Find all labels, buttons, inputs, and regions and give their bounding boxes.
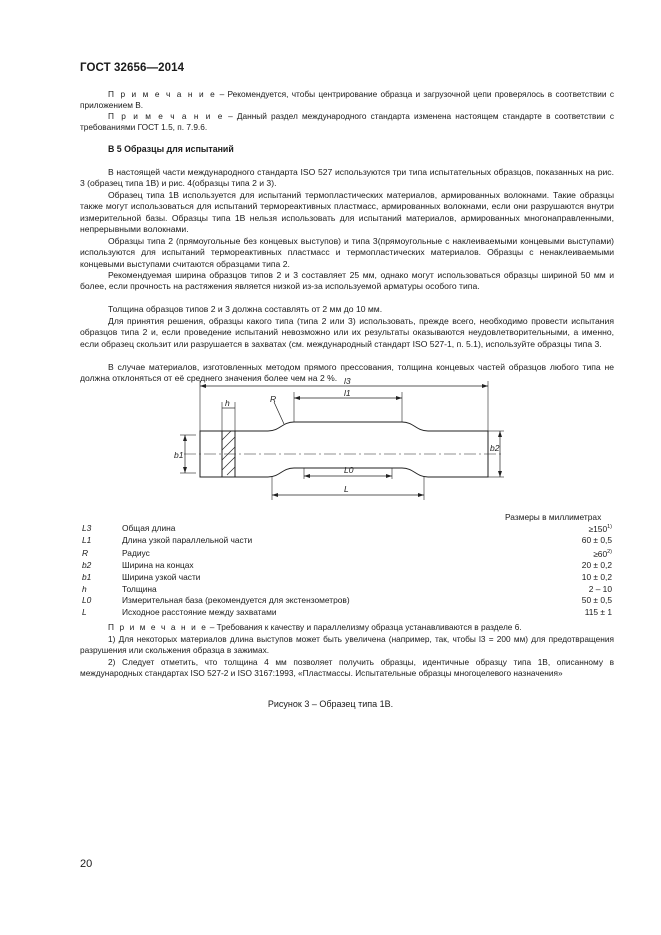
note-section-change [80,111,614,133]
dimension-symbol: b1 [82,571,92,582]
dimension-symbol: R [82,547,89,558]
dimension-row [82,584,612,596]
paragraph-7: В случае материалов, изготовленных методом прямого прессования, толщина концевых частей образцов любого типа не должна отклоняться от её среднего значения более чем на 2 %. [80,362,614,384]
footnote-1: 1) Для некоторых материалов длина выступов может быть увеличена (например, так, чтобы l3 = 200 мм) для предотвращения разрушения или скольжения образца в зажимах. [80,634,614,655]
footnote-marker: 1) [607,524,612,530]
dimension-value-cell [502,535,612,547]
dimension-symbol: L1 [82,535,92,546]
footnote-2: 2) Следует отметить, что толщина 4 мм позволяет получить образцы, идентичные образцу типа 1В, описанному в международных стандартах ISO 527-2 и ISO 3167:1993, «Пластмассы. Испытательные образцы многоцелевого назначения» [80,657,614,678]
paragraph-1: В настоящей части международного стандарта ISO 527 используются три типа испытательных образцов, показанных на рис. 3 (образец типа 1В) и рис. 4(образцы типа 2 и 3). [80,167,614,189]
paragraph-4: Рекомендуемая ширина образцов типов 2 и 3 составляет 25 мм, однако могут использоваться образцы шириной 50 мм и более, если прочность на растяжения является низкой из-за используемой арматуры особого типа. [80,270,614,292]
dimensions-table [82,522,612,618]
section-heading: В 5 Образцы для испытаний [108,144,234,154]
dimension-description: Толщина [122,583,157,594]
dimensions-units: Размеры в миллиметрах [505,512,602,522]
dimension-value: 115 ± 1 [584,606,612,617]
specimen-drawing [176,376,506,504]
dimension-value-cell [502,547,612,560]
label-L: L [344,484,349,494]
dimension-value: 20 ± 0,2 [581,560,612,571]
dimension-symbol: L0 [82,595,92,606]
dimension-value: ≥150 [588,523,608,534]
dimension-value-cell [502,522,612,535]
dimension-value: 10 ± 0,2 [581,571,612,582]
dimension-description: Радиус [122,547,150,558]
label-l3: l3 [344,376,351,386]
label-h: h [225,398,230,408]
dimension-row [82,522,612,535]
dimension-value-cell [502,584,612,596]
label-l0: L0 [344,465,354,475]
dimension-description: Исходное расстояние между захватами [122,606,277,617]
note-text: – Рекомендуется, чтобы центрирование образца и загрузочной цепи проверялось в соответствии с приложением В. [80,89,614,110]
dimension-row [82,572,612,584]
dimension-row [82,560,612,572]
paragraph-5: Толщина образцов типов 2 и 3 должна составлять от 2 мм до 10 мм. [108,304,383,314]
radius-leader [274,402,284,424]
dimension-value: 50 ± 0,5 [581,595,612,606]
dimension-symbol: L [82,606,87,617]
note-text: – Данный раздел международного стандарта изменена настоящем стандарте в соответствии с требованиями ГОСТ 1.5, п. 7.9.6. [80,111,614,132]
paragraph-3: Образцы типа 2 (прямоугольные без концевых выступов) и типа 3(прямоугольные с наклеиваемыми концевыми выступами) используются для испытаний термореактивных пластмасс и термопластических материалов. Образцы с ненаклеиваемыми концевыми выступами считаются образцами типа 2. [80,236,614,269]
dimension-value: ≥60 [593,548,608,559]
dimension-description: Общая длина [122,522,176,533]
dimension-symbol: b2 [82,560,92,571]
label-b1: b1 [174,450,184,460]
dimension-value-cell [502,572,612,584]
dimension-description: Ширина на концах [122,560,194,571]
dimension-value: 60 ± 0,5 [581,535,612,546]
dimension-row [82,535,612,547]
note-quality [80,622,614,633]
dimension-symbol: L3 [82,522,92,533]
dimension-row [82,547,612,560]
dimension-description: Длина узкой параллельной части [122,535,253,546]
dimension-value: 2 – 10 [588,583,612,594]
dimension-value-cell [502,560,612,572]
paragraph-2: Образец типа 1В используется для испытаний термопластических материалов, армированных волокнами. Такие образцы также могут использоваться для испытаний термореактивных пластмасс, армированных волокнами, если они разрушаются внутри измерительной базы. Образцы типа 1В нельзя использовать для испытаний материалов, армированных многонаправленными, непрерывными волокнами. [80,190,614,234]
note-label: П р и м е ч а н и е [108,111,224,121]
page-number: 20 [80,858,93,870]
note-text: – Требования к качеству и параллелизму образца устанавливаются в разделе 6. [207,622,522,632]
dimension-description: Измерительная база (рекомендуется для экстензометров) [122,595,350,606]
paragraph-6: Для принятия решения, образцы какого типа (типа 2 или 3) использовать, прежде всего, необходимо провести испытания образцов типа 2 и, если проведение испытаний невозможно или их результаты оказываются неудовлетворительными, а именно, если образец скользит или разрушается в захватах (см. международный стандарт ISO 527-1, п. 5.1), используйте образцы типа 3. [80,316,614,349]
footnote-marker: 2) [607,548,612,555]
label-l1: l1 [344,388,351,398]
dimension-description: Ширина узкой части [122,571,201,582]
document-header: ГОСТ 32656—2014 [80,62,185,74]
note-label: П р и м е ч а н и е [108,622,208,632]
dimension-value-cell [502,595,612,607]
dimension-row [82,607,612,619]
note-centering [80,89,614,111]
figure-caption: Рисунок 3 – Образец типа 1В. [267,699,394,709]
label-b2: b2 [490,443,500,453]
dimension-symbol: h [82,583,87,594]
dimension-value-cell [502,607,612,619]
note-label: П р и м е ч а н и е [108,89,217,99]
label-R: R [270,394,277,404]
dimension-row [82,595,612,607]
